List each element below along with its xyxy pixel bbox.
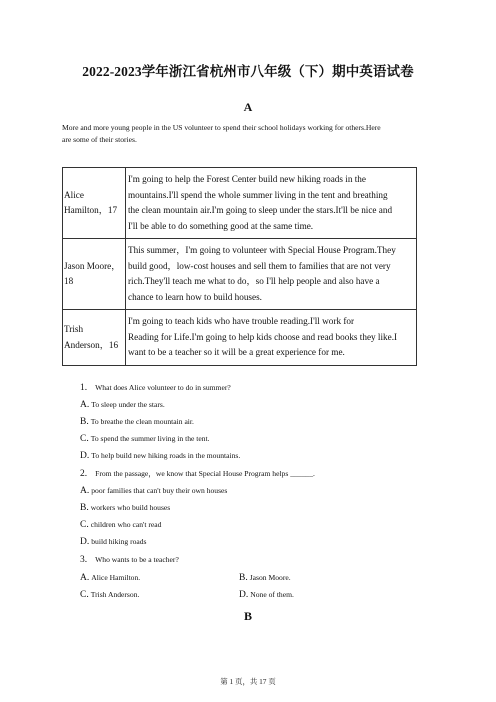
q2-option-b[interactable]: B. workers who build houses: [80, 503, 171, 513]
q3-option-d[interactable]: D. None of them.: [239, 590, 294, 600]
volunteer-age: Anderson，16: [64, 339, 119, 350]
q2-option-c[interactable]: C. children who can't read: [80, 520, 162, 530]
question-text: Who wants to be a teacher?: [95, 555, 179, 564]
question-number: 2.: [80, 469, 88, 479]
story-line: Reading for Life.I'm going to help kids choose and read books they like.I: [128, 331, 398, 342]
story-line: I'll be able to do something good at the same time.: [128, 220, 314, 231]
volunteer-story-cell: [126, 310, 417, 366]
question-number: 3.: [80, 555, 88, 565]
story-line: rich.They'll teach me what to do，so I'll help people and also have a: [128, 276, 380, 286]
table-row: [63, 168, 417, 239]
story-line: want to be a teacher so it will be a great experience for me.: [128, 347, 345, 358]
table-row: [63, 310, 417, 366]
question-3: [80, 555, 179, 565]
volunteer-name-cell: [63, 239, 126, 310]
page-footer: 第 1 页，共 17 页: [220, 677, 276, 686]
intro-line: More and more young people in the US volunteer to spend their school holidays working for others.Here: [62, 123, 381, 132]
story-line: I'm going to help the Forest Center build new hiking roads in the: [128, 174, 366, 184]
q1-option-b[interactable]: B. To breathe the clean mountain air.: [80, 417, 194, 427]
question-text: What does Alice volunteer to do in summer?: [95, 383, 231, 392]
question-1: [80, 383, 231, 393]
story-line: I'm going to teach kids who have trouble reading.I'll work for: [128, 316, 355, 327]
q3-option-a[interactable]: A. Alice Hamilton.: [80, 573, 141, 583]
story-line: chance to learn how to build houses.: [128, 291, 262, 302]
q2-option-d[interactable]: D. build hiking roads: [80, 537, 147, 547]
volunteer-name-cell: [63, 310, 126, 366]
q3-option-c[interactable]: C. Trish Anderson.: [80, 590, 140, 600]
story-line: the clean mountain air.I'm going to sleep under the stars.It'll be nice and: [128, 205, 393, 215]
volunteer-age: 18: [64, 276, 74, 286]
q1-option-d[interactable]: D. To help build new hiking roads in the mountains.: [80, 451, 241, 461]
volunteer-name: Alice: [64, 189, 84, 200]
volunteer-age: Hamilton，17: [64, 205, 118, 215]
q2-option-a[interactable]: A. poor families that can't buy their own houses: [80, 486, 228, 496]
q1-option-c[interactable]: C. To spend the summer living in the tent.: [80, 434, 210, 444]
q3-option-b[interactable]: B. Jason Moore.: [239, 573, 291, 583]
volunteer-name: Jason Moore，: [64, 260, 121, 271]
volunteer-name-cell: [63, 168, 126, 239]
q1-option-a[interactable]: A. To sleep under the stars.: [80, 400, 165, 410]
volunteer-story-cell: [126, 168, 417, 239]
question-2: [80, 468, 315, 479]
volunteer-story-cell: [126, 239, 417, 310]
question-text: From the passage，we know that Special House Program helps ______.: [95, 469, 315, 478]
story-line: This summer，I'm going to volunteer with Special House Program.They: [128, 245, 396, 255]
page-title: 2022-2023学年浙江省杭州市八年级（下）期中英语试卷: [82, 64, 414, 79]
story-line: mountains.I'll spend the whole summer living in the tent and breathing: [128, 189, 388, 200]
question-number: 1.: [80, 383, 88, 393]
volunteer-table: [62, 167, 417, 366]
section-b-heading: B: [243, 609, 252, 623]
section-a-heading: A: [243, 100, 253, 114]
table-row: [63, 239, 417, 310]
passage-intro: [62, 122, 438, 146]
volunteer-name: Trish: [64, 324, 84, 334]
story-line: build good，low-cost houses and sell them to families that are not very: [128, 260, 391, 271]
intro-line: are some of their stories.: [62, 135, 137, 144]
